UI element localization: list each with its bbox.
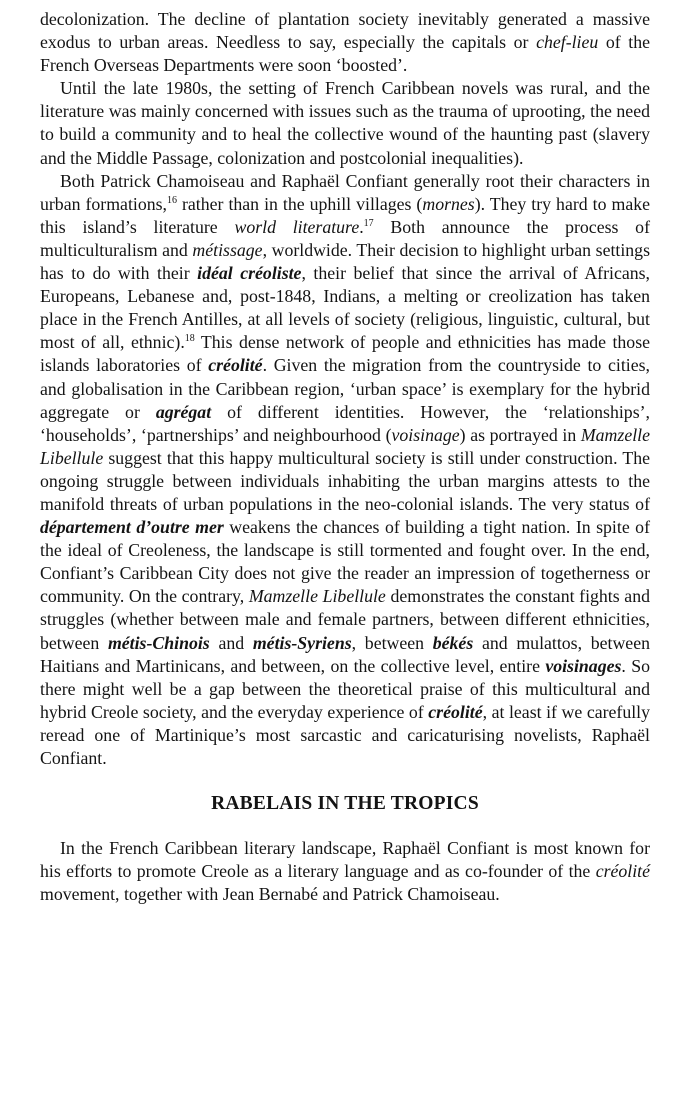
- text-run: weakens the chances of building a tight nation. In spite of the ideal of Creoleness, the landscape is still tormented and fought over. In the end, Confiant’s Caribbean City does not give the reader an impression of togetherness or community. On the contrary,: [40, 517, 650, 607]
- footnote-marker: 16: [166, 194, 177, 206]
- paragraph: [40, 170, 650, 770]
- body-text-bottom: [40, 837, 650, 906]
- text-run: , their belief that since the arrival of Africans, Europeans, Lebanese and, post-1848, Indians, a melting or creolization has taken place in the French Antilles, at all levels of society (religious, linguistic, cultural, but most of all, ethnic).: [40, 263, 650, 353]
- text-run: suggest that this happy multicultural society is still under construction. The ongoing struggle between individuals inhabiting the urban margins attests to the manifold threats of urban populations in the neo-colonial islands. The very status of: [40, 447, 650, 514]
- text-run: and: [209, 632, 253, 653]
- text-run: and mulattos, between Haitians and Martinicans, and between, on the collective level, entire: [40, 632, 650, 676]
- book-page: [40, 8, 650, 906]
- italic-term: agrégat: [155, 401, 212, 422]
- text-run: . Given the migration from the countryside to cities, and globalisation in the Caribbean region, ‘urban space’ is exemplary for the hybrid aggregate or: [40, 355, 650, 422]
- italic-term: créolité: [428, 701, 483, 722]
- text-run: ). They try hard to make this island’s literature: [40, 193, 650, 237]
- text-run: In the French Caribbean literary landscape, Raphaël Confiant is most known for his efforts to promote Creole as a literary language and as co-founder of the: [40, 838, 650, 882]
- italic-term: chef-lieu: [536, 32, 599, 53]
- text-run: , between: [351, 632, 433, 653]
- text-run: Until the late 1980s, the setting of French Caribbean novels was rural, and the literature was mainly concerned with issues such as the trauma of uprooting, the need to build a community and to heal the collective wound of the haunting past (slavery and the Middle Passage, colonization and postcolonial inequalities).: [40, 78, 650, 168]
- text-run: of different identities. However, the ‘relationships’, ‘households’, ‘partnerships’ and neighbourhood (: [40, 401, 650, 445]
- footnote-marker: 18: [184, 333, 195, 345]
- text-run: Both Patrick Chamoiseau and Raphaël Confiant generally root their characters in urban formations,: [40, 170, 650, 214]
- text-run: ) as portrayed in: [459, 424, 581, 445]
- italic-term: mornes: [422, 193, 475, 214]
- section-heading: RABELAIS IN THE TROPICS: [211, 793, 479, 815]
- text-run: .: [359, 216, 364, 237]
- text-run: decolonization. The decline of plantation society inevitably generated a massive exodus to urban areas. Needless to say, especially the capitals or: [40, 9, 650, 53]
- italic-term: département d’outre mer: [40, 517, 224, 538]
- body-text-top: [40, 8, 650, 770]
- italic-term: métissage: [192, 239, 263, 260]
- footnote-marker: 17: [363, 217, 374, 229]
- paragraph: [40, 8, 650, 77]
- italic-term: métis-Syriens: [252, 632, 352, 653]
- italic-term: Mamzelle Libellule: [248, 586, 386, 607]
- italic-term: world literature: [234, 216, 360, 237]
- italic-term: voisinage: [391, 424, 460, 445]
- paragraph: [40, 77, 650, 169]
- italic-term: Mamzelle Libellule: [40, 424, 650, 468]
- italic-term: voisinages: [545, 655, 622, 676]
- text-run: , at least if we carefully reread one of Martinique’s most sarcastic and caricaturising novelists, Raphaël Confiant.: [40, 701, 650, 768]
- paragraph: [40, 837, 650, 906]
- text-run: of the French Overseas Departments were soon ‘boosted’.: [40, 32, 650, 76]
- italic-term: créolité: [208, 355, 263, 376]
- italic-term: créolité: [595, 861, 650, 882]
- italic-term: idéal créoliste: [197, 263, 302, 284]
- text-run: Both announce the process of multiculturalism and: [40, 216, 650, 260]
- italic-term: métis-Chinois: [107, 632, 210, 653]
- text-run: demonstrates the constant fights and struggles (whether between male and female partners, between different ethnicities, between: [40, 586, 650, 653]
- text-run: . So there might well be a gap between the theoretical praise of this multicultural and hybrid Creole society, and the everyday experience of: [40, 655, 650, 722]
- text-run: rather than in the uphill villages (: [176, 193, 423, 214]
- text-run: This dense network of people and ethnicities has made those islands laboratories of: [40, 332, 651, 376]
- text-run: movement, together with Jean Bernabé and Patrick Chamoiseau.: [40, 884, 500, 905]
- italic-term: békés: [432, 632, 474, 653]
- text-run: , worldwide. Their decision to highlight urban settings has to do with their: [40, 239, 650, 284]
